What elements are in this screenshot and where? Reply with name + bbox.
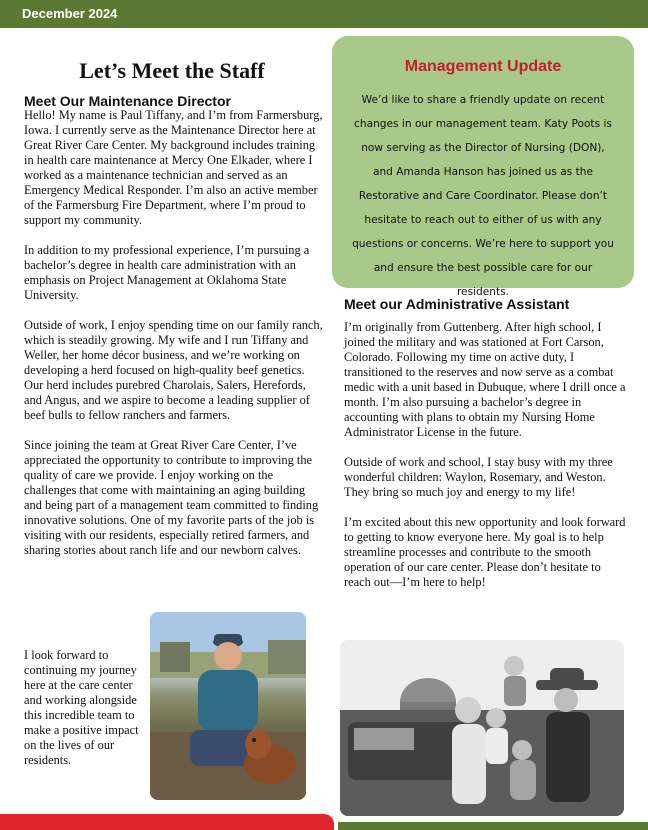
maintenance-director-heading: Meet Our Maintenance Director (24, 93, 231, 109)
footer-accent-green (338, 822, 648, 830)
footer-accent-red (0, 814, 334, 830)
article-paragraph: Outside of work and school, I stay busy with my three wonderful children: Waylon, Rosemary, and Weston. They bring so much joy and energy to my life! (344, 455, 613, 499)
management-update-box (332, 36, 634, 298)
article-paragraph: I’m excited about this new opportunity and look forward to getting to know everyone here. My goal is to help streamline processes and contribute to the smooth operation of our care center. Please don’t hesitate to reach out—I’m here to help! (344, 515, 626, 589)
maintenance-closing (24, 648, 146, 768)
administrative-assistant-heading: Meet our Administrative Assistant (344, 296, 570, 312)
page-title: Let’s Meet the Staff (79, 58, 265, 83)
article-paragraph: In addition to my professional experience, I’m pursuing a bachelor’s degree in health care administration with an emphasis on Project Management at Oklahoma State University. (24, 243, 310, 302)
administrative-assistant-family-photo (340, 640, 624, 816)
article-paragraph: I look forward to continuing my journey here at the care center and working alongside this incredible team to make a positive impact on the lives of our residents. (24, 648, 139, 767)
management-update-title: Management Update (404, 58, 562, 75)
header-bar (0, 0, 648, 28)
article-paragraph: I’m originally from Guttenberg. After high school, I joined the military and was stationed at Fort Carson, Colorado. Following my time on active duty, I transitioned to the reserves and now serve as a combat medic with a unit based in Dubuque, where I drill once a month. I’m also pursuing a bachelor’s degree in accounting with plans to obtain my Nursing Home Administrator License in the future. (344, 320, 626, 439)
issue-date: December 2024 (22, 6, 118, 21)
management-update-text: We’d like to share a friendly update on recent changes in our management team. Katy Poots is now serving as the Director of Nursing (DON), and Amanda Hanson has joined us as the Restorative and Care Coordinator. Please don’t hesitate to reach out to either of us with any questions or concerns. We’re here to support you and ensure the best possible care for our residents. (352, 94, 614, 298)
family-photo-illustration (340, 640, 624, 816)
administrative-assistant-article (344, 320, 630, 605)
article-paragraph: Outside of work, I enjoy spending time on our family ranch, which is steadily growing. My wife and I run Tiffany and Weller, her home décor business, and we’re working on developing a herd focused on high-quality beef genetics. Our herd includes purebred Charolais, Salers, Herefords, and Angus, and we aspire to become a leading supplier of beef bulls to fellow ranchers and farmers. (24, 318, 323, 422)
article-paragraph: Since joining the team at Great River Care Center, I’ve appreciated the opportunity to contribute to improving the quality of care we provide. I enjoy working on the challenges that come with maintaining an aging building and being part of a management team committed to finding innovative solutions. One of my favorite parts of the job is visiting with our residents, especially retired farmers, and sharing stories about ranch life and our newborn calves. (24, 438, 319, 557)
man-with-calf-illustration (150, 612, 306, 800)
maintenance-director-article (24, 108, 324, 573)
maintenance-director-photo (150, 612, 306, 800)
article-paragraph: Hello! My name is Paul Tiffany, and I’m from Farmersburg, Iowa. I currently serve as the Maintenance Director here at Great River Care Center. My background includes training in health care maintenance at Mercy One Elkader, where I worked as a maintenance technician and served as an Emergency Medical Responder. I’m also an active member of the Farmersburg Fire Department, where I’m proud to support my community. (24, 108, 323, 227)
